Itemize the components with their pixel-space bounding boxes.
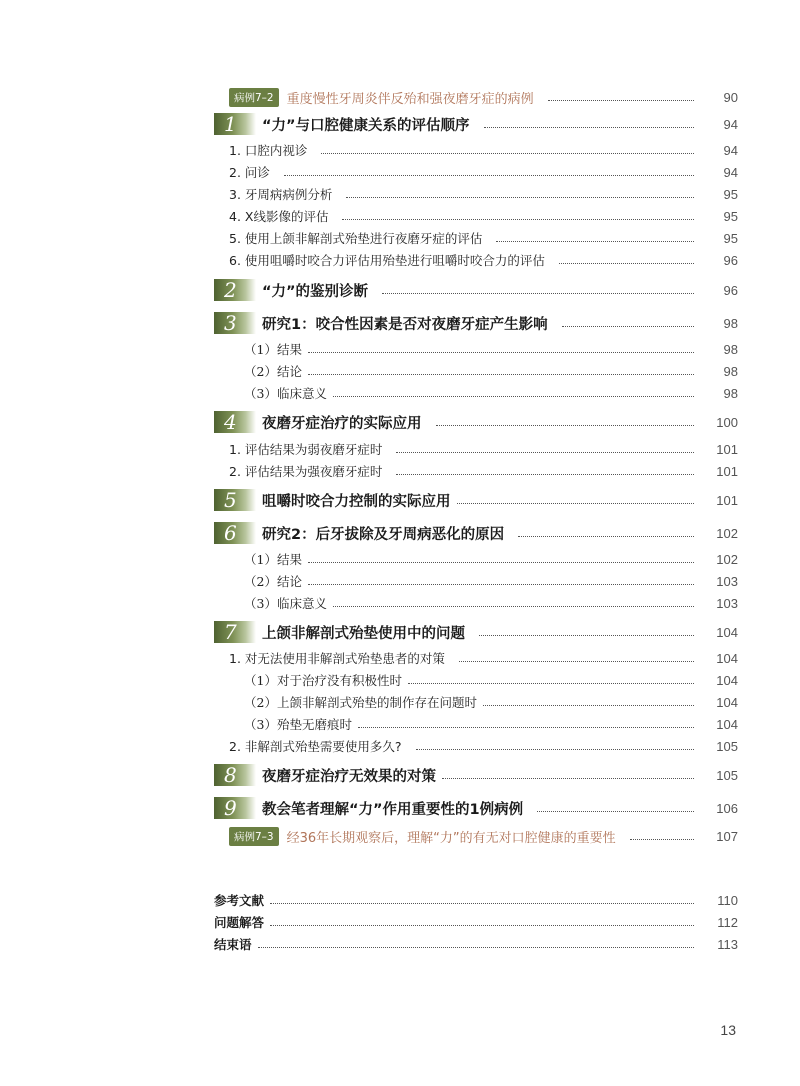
page-ref: 94: [723, 142, 738, 158]
page-ref: 104: [716, 716, 738, 732]
dot-leader: [483, 705, 694, 706]
section-heading[interactable]: [0, 311, 800, 335]
dot-leader: [270, 925, 694, 926]
dot-leader: [342, 219, 694, 220]
page-ref: 105: [716, 738, 738, 754]
page-ref: 113: [717, 936, 738, 952]
section-title: “力”与口腔健康关系的评估顺序: [262, 117, 470, 134]
page-ref: 95: [723, 208, 738, 224]
toc-item[interactable]: [0, 649, 800, 667]
section-heading[interactable]: [0, 278, 800, 302]
case-entry[interactable]: [0, 88, 800, 106]
toc-item[interactable]: [0, 207, 800, 225]
dot-leader: [308, 352, 694, 353]
toc-subitem-label: （2）上颌非解剖式殆垫的制作存在问题时: [244, 695, 477, 710]
dot-leader: [321, 153, 694, 154]
page-ref: 98: [723, 385, 738, 401]
dot-leader: [548, 100, 694, 101]
page-ref: 103: [716, 595, 738, 611]
toc-item-label: 1. 评估结果为弱夜磨牙症时: [229, 442, 383, 457]
section-heading[interactable]: [0, 488, 800, 512]
toc-subitem-label: （3）殆垫无磨痕时: [244, 717, 352, 732]
section-number: 3: [214, 312, 256, 334]
section-heading[interactable]: [0, 620, 800, 644]
section-heading[interactable]: [0, 112, 800, 136]
section-number: 4: [214, 411, 256, 433]
toc-subitem-label: （3）临床意义: [244, 386, 327, 401]
toc-item[interactable]: [0, 462, 800, 480]
toc-item-label: 2. 评估结果为强夜磨牙症时: [229, 464, 383, 479]
dot-leader: [258, 947, 694, 948]
toc-item-label: 2. 问诊: [229, 165, 270, 180]
dot-leader: [630, 839, 694, 840]
toc-subitem-label: （1）结果: [244, 552, 302, 567]
dot-leader: [496, 241, 694, 242]
toc-subitem[interactable]: [0, 550, 800, 568]
toc-item[interactable]: [0, 440, 800, 458]
case-title: 重度慢性牙周炎伴反殆和强夜磨牙症的病例: [286, 91, 534, 107]
dot-leader: [284, 175, 694, 176]
dot-leader: [416, 749, 694, 750]
page-ref: 110: [717, 892, 738, 908]
section-title: 夜磨牙症治疗的实际应用: [262, 415, 422, 432]
toc-subitem-label: （1）结果: [244, 342, 302, 357]
toc-item[interactable]: [0, 163, 800, 181]
backmatter-label: 结束语: [214, 937, 252, 952]
dot-leader: [396, 452, 694, 453]
dot-leader: [408, 683, 694, 684]
page-ref: 101: [716, 463, 738, 479]
page-ref: 112: [717, 914, 738, 930]
case-badge: 病例7–2: [229, 88, 279, 107]
backmatter-entry[interactable]: [0, 913, 800, 931]
dot-leader: [382, 293, 694, 294]
page-ref: 107: [716, 828, 738, 844]
page-ref: 98: [723, 315, 738, 331]
dot-leader: [559, 263, 694, 264]
toc-subitem[interactable]: [0, 384, 800, 402]
toc-subitem-label: （1）对于治疗没有积极性时: [244, 673, 402, 688]
page-ref: 104: [716, 694, 738, 710]
page-ref: 102: [716, 551, 738, 567]
toc-item-label: 5. 使用上颌非解剖式殆垫进行夜磨牙症的评估: [229, 231, 483, 246]
section-title: 研究1：咬合性因素是否对夜磨牙症产生影响: [262, 316, 548, 333]
section-number: 2: [214, 279, 256, 301]
page-ref: 94: [723, 164, 738, 180]
toc-subitem[interactable]: [0, 572, 800, 590]
toc-item-label: 4. X线影像的评估: [229, 209, 329, 224]
toc-item[interactable]: [0, 251, 800, 269]
section-heading[interactable]: [0, 763, 800, 787]
page-ref: 94: [723, 116, 738, 132]
dot-leader: [270, 903, 694, 904]
dot-leader: [308, 374, 694, 375]
dot-leader: [479, 635, 694, 636]
toc-item-label: 6. 使用咀嚼时咬合力评估用殆垫进行咀嚼时咬合力的评估: [229, 253, 545, 268]
page-ref: 100: [716, 414, 738, 430]
page-ref: 98: [723, 341, 738, 357]
section-number: 9: [214, 797, 256, 819]
page-ref: 95: [723, 230, 738, 246]
dot-leader: [442, 778, 694, 779]
page-ref: 101: [716, 492, 738, 508]
toc-subitem[interactable]: [0, 340, 800, 358]
dot-leader: [346, 197, 694, 198]
toc-item-label: 2. 非解剖式殆垫需要使用多久?: [229, 739, 402, 754]
dot-leader: [333, 396, 694, 397]
backmatter-entry[interactable]: [0, 891, 800, 909]
section-title: 研究2：后牙拔除及牙周病恶化的原因: [262, 526, 505, 543]
dot-leader: [484, 127, 694, 128]
page-ref: 105: [716, 767, 738, 783]
section-title: “力”的鉴别诊断: [262, 283, 369, 300]
toc-item-label: 3. 牙周病病例分析: [229, 187, 333, 202]
section-heading[interactable]: [0, 796, 800, 820]
page-ref: 103: [716, 573, 738, 589]
dot-leader: [308, 584, 694, 585]
dot-leader: [396, 474, 694, 475]
dot-leader: [518, 536, 694, 537]
section-number: 1: [214, 113, 256, 135]
case-badge: 病例7–3: [229, 827, 279, 846]
section-number: 7: [214, 621, 256, 643]
page-ref: 98: [723, 363, 738, 379]
page-ref: 106: [716, 800, 738, 816]
section-title: 夜磨牙症治疗无效果的对策: [262, 768, 436, 785]
backmatter-label: 问题解答: [214, 915, 265, 930]
section-title: 上颌非解剖式殆垫使用中的问题: [262, 625, 465, 642]
backmatter-entry[interactable]: [0, 935, 800, 953]
page-ref: 102: [716, 525, 738, 541]
toc-subitem[interactable]: [0, 693, 800, 711]
page-ref: 104: [716, 650, 738, 666]
case-title: 经36年长期观察后，理解“力”的有无对口腔健康的重要性: [286, 830, 616, 846]
toc-subitem-label: （2）结论: [244, 574, 302, 589]
dot-leader: [459, 661, 694, 662]
page-ref: 95: [723, 186, 738, 202]
section-title: 咀嚼时咬合力控制的实际应用: [262, 493, 451, 510]
toc-subitem[interactable]: [0, 715, 800, 733]
backmatter-label: 参考文献: [214, 893, 265, 908]
toc-subitem[interactable]: [0, 362, 800, 380]
page-ref: 104: [716, 624, 738, 640]
section-heading[interactable]: [0, 521, 800, 545]
toc-item[interactable]: [0, 737, 800, 755]
page-number: 13: [720, 1022, 736, 1038]
case-entry[interactable]: [0, 827, 800, 845]
page-ref: 90: [723, 89, 738, 105]
page-ref: 96: [723, 252, 738, 268]
dot-leader: [308, 562, 694, 563]
toc-item[interactable]: [0, 229, 800, 247]
section-number: 8: [214, 764, 256, 786]
toc-subitem-label: （2）结论: [244, 364, 302, 379]
page-ref: 96: [723, 282, 738, 298]
section-title: 教会笔者理解“力”作用重要性的1例病例: [262, 801, 524, 818]
section-number: 6: [214, 522, 256, 544]
toc-subitem[interactable]: [0, 671, 800, 689]
toc-item-label: 1. 对无法使用非解剖式殆垫患者的对策: [229, 651, 445, 666]
section-number: 5: [214, 489, 256, 511]
dot-leader: [333, 606, 694, 607]
section-heading[interactable]: [0, 410, 800, 434]
dot-leader: [436, 425, 695, 426]
dot-leader: [537, 811, 694, 812]
dot-leader: [457, 503, 695, 504]
page-ref: 101: [716, 441, 738, 457]
dot-leader: [562, 326, 694, 327]
page-ref: 104: [716, 672, 738, 688]
toc-item[interactable]: [0, 141, 800, 159]
toc-item-label: 1. 口腔内视诊: [229, 143, 308, 158]
toc-item[interactable]: [0, 185, 800, 203]
toc-subitem-label: （3）临床意义: [244, 596, 327, 611]
dot-leader: [358, 727, 694, 728]
toc-subitem[interactable]: [0, 594, 800, 612]
